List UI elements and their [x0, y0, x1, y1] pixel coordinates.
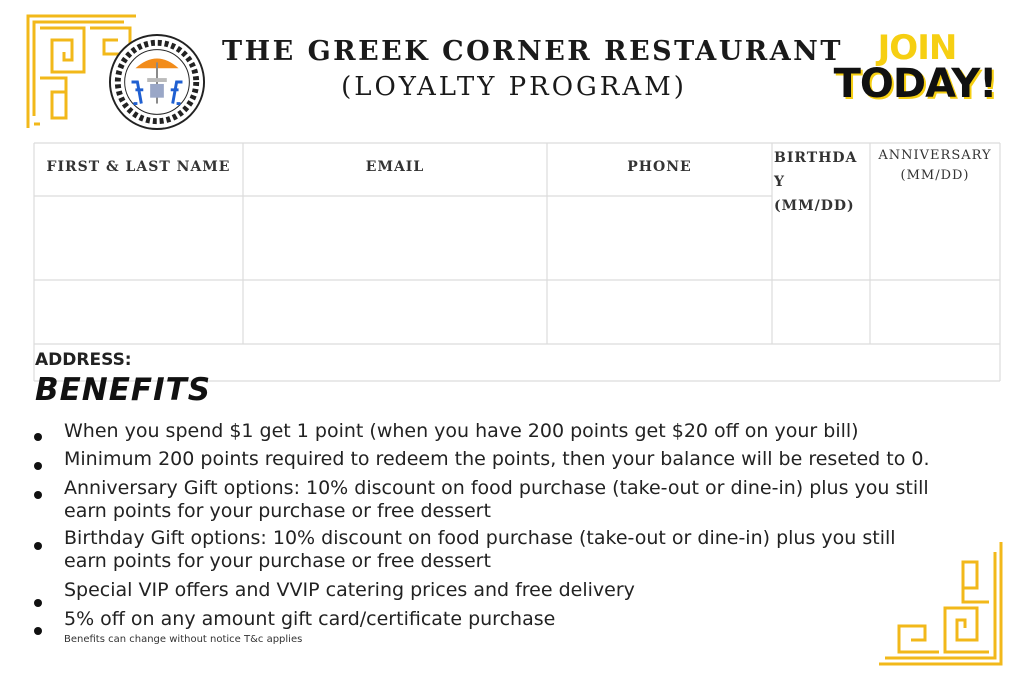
column-header-phone: PHONE: [627, 159, 692, 175]
benefit-item-1-text: When you spend $1 get 1 point (when you have 200 points get $20 off on your bill): [64, 420, 859, 442]
address-label: ADDRESS:: [35, 350, 132, 370]
column-header-birthday-line2: Y: [774, 174, 785, 190]
benefit-item-2: [64, 448, 1014, 471]
benefit-item-5-text: Special VIP offers and VVIP catering prices and free delivery: [64, 579, 635, 601]
column-header-email: EMAIL: [365, 159, 425, 175]
bullet-icon: [34, 627, 42, 635]
column-header-anniversary: [872, 146, 998, 186]
column-header-birthday-line3: (MM/DD): [774, 198, 855, 214]
benefit-item-6: [64, 608, 1014, 631]
column-header-birthday: [774, 146, 868, 218]
join-label: JOIN: [877, 28, 957, 68]
bullet-icon: [34, 542, 42, 550]
benefit-item-4-text-line1: Birthday Gift options: 10% discount on food purchase (take-out or dine-in) plus you still: [64, 527, 896, 549]
benefit-item-1: [64, 420, 1014, 443]
benefit-item-3: [64, 477, 1014, 523]
benefit-item-5: [64, 579, 1014, 602]
column-header-birthday-line1: BIRTHDA: [774, 150, 858, 166]
benefit-item-3-text-line1: Anniversary Gift options: 10% discount on food purchase (take-out or dine-in) plus you still: [64, 477, 929, 499]
bullet-icon: [34, 491, 42, 499]
column-header-anniversary-line2: (MM/DD): [900, 168, 970, 183]
column-header-anniversary-line1: ANNIVERSARY: [878, 148, 992, 163]
benefit-item-4-text-line2: earn points for your purchase or free dessert: [64, 550, 491, 572]
page-title: THE GREEK CORNER RESTAURANT: [222, 36, 843, 67]
benefit-item-3-text-line2: earn points for your purchase or free dessert: [64, 500, 491, 522]
bullet-icon: [34, 599, 42, 607]
benefit-item-6-text: 5% off on any amount gift card/certificate purchase: [64, 608, 556, 630]
today-label: TODAY!: [833, 61, 997, 107]
terms-note: Benefits can change without notice T&c applies: [64, 634, 303, 645]
bullet-icon: [34, 462, 42, 470]
column-header-name: FIRST & LAST NAME: [46, 159, 231, 175]
bullet-icon: [34, 433, 42, 441]
benefit-item-4: [64, 527, 1014, 573]
benefits-title: BENEFITS: [35, 372, 212, 408]
benefit-item-2-text: Minimum 200 points required to redeem the points, then your balance will be reseted to 0.: [64, 448, 930, 470]
page-subtitle: (LOYALTY PROGRAM): [341, 72, 687, 102]
